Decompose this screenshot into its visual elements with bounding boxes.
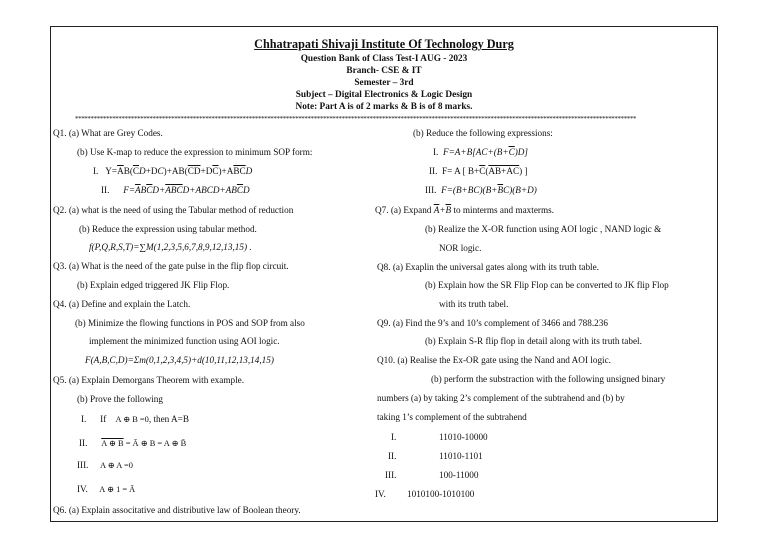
binary-item-value: 100-11000 [439, 470, 479, 480]
q3b: (b) Explain edged triggered JK Flip Flop. [77, 280, 230, 290]
q7a: Q7. (a) Expand $\overline{A}+\overline{B}$ to minterms and maxterms. [375, 205, 554, 215]
q2-function: f(P,Q,R,S,T)=∑M(1,2,3,5,6,7,8,9,12,13,15) . [89, 242, 252, 252]
binary-item-2 [388, 450, 483, 462]
q10b-line-3: taking 1’s complement of the subtrahend [377, 412, 527, 422]
q4b-line-1: (b) Minimize the flowing functions in POS and SOP from also [75, 318, 305, 328]
binary-item-4 [375, 488, 475, 500]
q8b-line-1: (b) Explain how the SR Flip Flop can be converted to JK flip Flop [425, 280, 669, 290]
q10b-line-2: numbers (a) by taking 2’s complement of the subtrahend and (b) by [377, 393, 625, 403]
q2a: Q2. (a) what is the need of using the Tabular method of reduction [53, 205, 294, 215]
q5b: (b) Prove the following [77, 394, 163, 404]
marks-note: Note: Part A is of 2 marks & B is of 8 marks. [295, 102, 473, 112]
q3a: Q3. (a) What is the need of the gate pulse in the flip flop circuit. [53, 261, 289, 271]
binary-item-value: 11010-1101 [439, 451, 483, 461]
q1b-expression-1: I. $Y=\overline{A}B(\overline{C}D+DC)+AB(\overline{C}\overline{D}+D\overline{C})+A\overline{BC}D$ [93, 166, 253, 176]
binary-item-1 [391, 431, 488, 443]
q1b-expression-2: II. $F=\overline{A}B\overline{C}D+\overline{A}\overline{B}\overline{C}D+ABCD+AB\overline{C}D$ [101, 185, 250, 195]
q10b-line-1: (b) perform the substraction with the following unsigned binary [431, 374, 666, 384]
q4-function: F(A,B,C,D)=Σm(0,1,2,3,4,5)+d(10,11,12,13,14,15) [85, 355, 274, 365]
semester-line: Semester – 3rd [354, 78, 414, 88]
branch-line: Branch- CSE & IT [346, 66, 422, 76]
binary-item-3 [385, 469, 479, 481]
exam-title: Question Bank of Class Test-I AUG - 2023 [300, 54, 468, 64]
q4a: Q4. (a) Define and explain the Latch. [53, 299, 191, 309]
binary-item-number: IV. [375, 489, 386, 499]
binary-item-value: 1010100-1010100 [407, 489, 475, 499]
q6a: Q6. (a) Explain associtative and distributive law of Boolean theory. [53, 505, 301, 515]
q7b-line-2: NOR logic. [439, 243, 482, 253]
q2b: (b) Reduce the expression using tabular method. [79, 224, 257, 234]
question-bank-page [50, 26, 718, 522]
q1b: (b) Use K-map to reduce the expression to minimum SOP form: [77, 147, 313, 157]
subject-line: Subject – Digital Electronics & Logic Design [295, 90, 473, 100]
q9a: Q9. (a) Find the 9’s and 10’s complement of 3466 and 788.236 [377, 318, 608, 328]
star-separator: ************************************************************************************************************************************************************************************* [75, 115, 637, 123]
q8b-line-2: with its truth tabel. [439, 299, 509, 309]
q7a-prefix: Q7. (a) Expand [375, 205, 434, 215]
q5b-proof-3: III. A ⊕ A =0 [77, 460, 133, 470]
q5b-proof-4: IV. A ⊕ 1 = Ā [77, 484, 136, 494]
q7b-line-1: (b) Realize the X-OR function using AOI logic , NAND logic & [425, 224, 662, 234]
q5b-proof-1-tail: , then A=B [148, 414, 189, 424]
binary-item-value: 11010-10000 [439, 432, 488, 442]
q8a: Q8. (a) Exaplin the universal gates along with its truth table. [377, 262, 599, 272]
binary-item-number: II. [388, 451, 397, 461]
q1a: Q1. (a) What are Grey Codes. [53, 128, 163, 138]
q10a: Q10. (a) Realise the Ex-OR gate using the Nand and AOI logic. [377, 355, 611, 365]
q6b-expression-1: I. $F=A+B[AC+(B+\overline{C})D]$ [433, 147, 528, 157]
q4b-line-2: implement the minimized function using AOI logic. [89, 336, 280, 346]
q6b-expression-3: III. $F=(B+BC)(B+\overline{B}C)(B+D)$ [425, 185, 537, 195]
q5b-proof-2: II. A ⊕ B = Ā ⊕ B = A ⊕ B̄ [79, 438, 187, 448]
q5a: Q5. (a) Explain Demorgans Theorem with example. [53, 375, 245, 385]
binary-item-number: III. [385, 470, 397, 480]
q6b-expression-2: II. F= A [ $B+\overline{C}(AB+AC)$ ] [429, 166, 528, 176]
binary-item-number: I. [391, 432, 397, 442]
q7a-suffix: to minterms and maxterms. [451, 205, 554, 215]
q6b: (b) Reduce the following expressions: [413, 128, 553, 138]
q9b: (b) Explain S-R flip flop in detail along with its truth tabel. [425, 336, 642, 346]
q5b-proof-1: I. If A ⊕ B =0, then A=B [81, 414, 189, 424]
institute-title: Chhatrapati Shivaji Institute Of Technology Durg [254, 37, 514, 51]
